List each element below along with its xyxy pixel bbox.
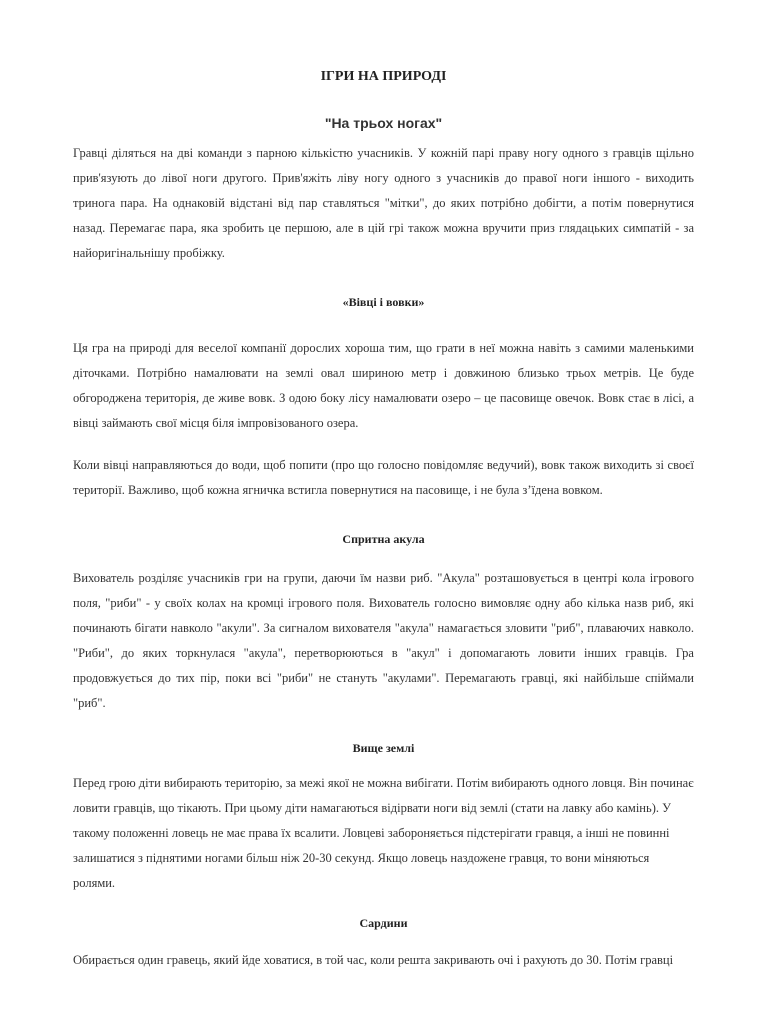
section-heading-shark: Спритна акула (342, 532, 425, 546)
document-page (73, 66, 694, 973)
paragraph-three-legs: Гравці діляться на дві команди з парною кількістю учасників. У кожній парі праву ногу одного з гравців щільно прив'язують до лівої ноги другого. Прив'яжіть ліву ногу одного з учасників до правої ноги іншого - виходить тринога пара. На однаковій відстані від пар ставляться "мітки", до яких потрібно добігти, а потім повернутися назад. Перемагає пара, яка зробить це першою, але в цій грі також можна вручити приз глядацьких симпатій - за найоригінальнішу пробіжку. (73, 146, 694, 260)
section-heading-three-legs: "На трьох ногах" (324, 115, 443, 131)
section-heading-sheep-wolves: «Вівці і вовки» (342, 295, 425, 309)
page-title: ІГРИ НА ПРИРОДІ (320, 69, 447, 84)
paragraph-above-ground: Перед грою діти вибирають територію, за межі якої не можна вибігати. Потім вибирають одного ловця. Він починає ловити гравців, що тікають. При цьому діти намагаються відірвати ноги від землі (стати на лавку або камінь). У такому положенні ловець не має права їх всалити. Ловцеві забороняється підстерігати гравця, а інші не повинні залишатися з піднятими ногами більш ніж 20-30 секунд. Якщо ловець наздожене гравця, то вони міняються ролями. (73, 776, 694, 890)
section-heading-above-ground: Вище землі (352, 741, 415, 755)
paragraph-shark: Вихователь розділяє учасників гри на групи, даючи їм назви риб. "Акула" розташовується в центрі кола ігрового поля, "риби" - у своїх колах на кромці ігрового поля. Вихователь голосно вимовляє одну або кілька назв риб, які починають бігати навколо "акули". За сигналом вихователя "акула" намагається зловити "риб", плаваючих навколо. "Риби", до яких торкнулася "акула", перетворюються в "акул" і допомагають ловити інших гравців. Гра продовжується до тих пір, поки всі "риби" не стануть "акулами". Перемагають гравці, які найбільше спіймали "риб". (73, 571, 694, 710)
paragraph-sheep-wolves-1: Ця гра на природі для веселої компанії дорослих хороша тим, що грати в неї можна навіть з самими маленькими діточками. Потрібно намалювати на землі овал шириною метр і довжиною близько трьох метрів. Це буде обгороджена територія, де живе вовк. З одою боку лісу намалювати озеро – це пасовище овечок. Вовк стає в лісі, а вівці займають свої місця біля імпровізованого озера. (73, 341, 694, 430)
section-heading-sardines: Сардини (359, 916, 408, 930)
paragraph-sheep-wolves-2: Коли вівці направляються до води, щоб попити (про що голосно повідомляє ведучий), вовк також виходить зі своєї території. Важливо, щоб кожна ягничка встигла повернутися на пасовище, і не була з’їдена вовком. (73, 458, 694, 497)
paragraph-sardines: Обирається один гравець, який йде ховатися, в той час, коли решта закривають очі і рахують до 30. Потім гравці (73, 953, 674, 967)
